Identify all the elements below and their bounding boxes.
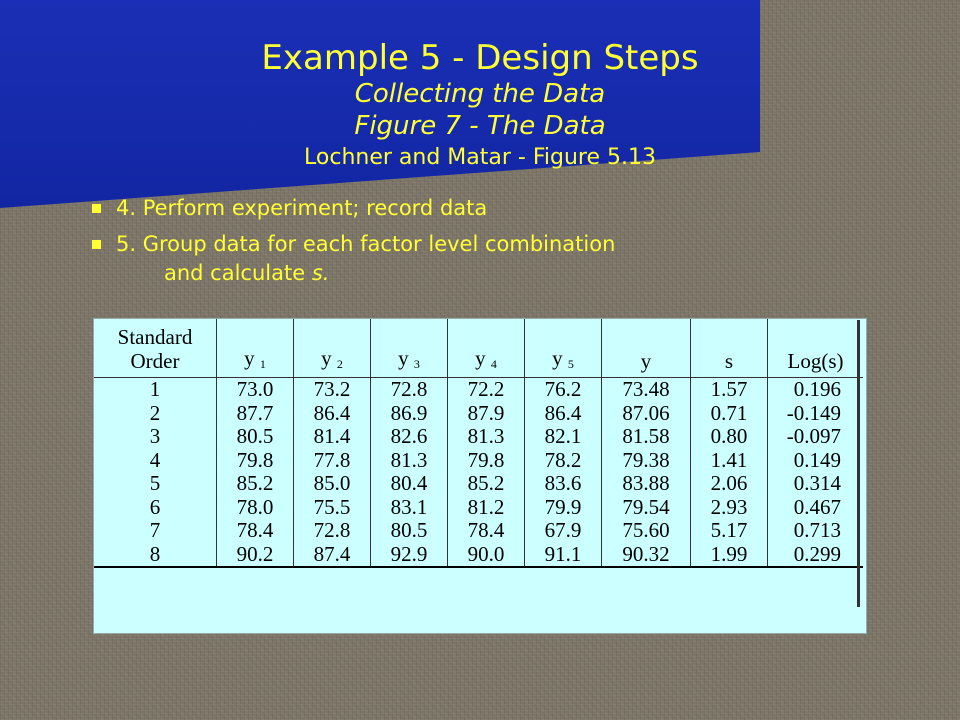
slide-subtitle-1: Collecting the Data	[354, 79, 606, 109]
table-cell: 78.4	[217, 519, 294, 543]
table-row	[94, 472, 863, 496]
table-cell: -0.097	[786, 424, 841, 449]
table-cell: 83.6	[525, 472, 602, 496]
bullet-list	[86, 194, 726, 295]
table-cell: 90.0	[448, 543, 525, 568]
table-cell: 87.7	[217, 402, 294, 426]
table-cell: 78.0	[217, 496, 294, 520]
bullet-continuation: and calculate s.	[164, 261, 330, 285]
table-cell: 76.2	[525, 378, 602, 402]
table-cell: 0.80	[691, 425, 768, 449]
table-cell: 87.4	[294, 543, 371, 568]
table-cell: 1.57	[691, 378, 768, 402]
table-cell: 79.54	[602, 496, 691, 520]
table-cell: 91.1	[525, 543, 602, 568]
table-cell: 86.9	[371, 402, 448, 426]
table-cell: 85.2	[448, 472, 525, 496]
table-cell: 75.5	[294, 496, 371, 520]
table-cell: 4	[94, 449, 217, 473]
bullet-text: 4. Perform experiment; record data	[116, 196, 488, 220]
table-row	[94, 496, 863, 520]
table-cell: 1.99	[691, 543, 768, 568]
table-cell: 72.2	[448, 378, 525, 402]
table-row	[94, 449, 863, 473]
table-cell: 81.2	[448, 496, 525, 520]
table-cell: 79.38	[602, 449, 691, 473]
header-ybar: y	[602, 319, 691, 378]
table-cell: 73.0	[217, 378, 294, 402]
table-cell: 2.06	[691, 472, 768, 496]
table-cell: 81.3	[448, 425, 525, 449]
table-cell: 2	[94, 402, 217, 426]
square-bullet-icon	[92, 204, 101, 213]
bullet-item	[86, 230, 726, 288]
table-cell: 0.467	[793, 494, 841, 519]
header-log-s: Log(s)	[768, 319, 864, 378]
table-cell: 90.32	[602, 543, 691, 568]
slide-source: Lochner and Matar - Figure 5.13	[304, 145, 656, 170]
header-standard-order: Standard Order	[94, 319, 217, 378]
table-cell: 5.17	[691, 519, 768, 543]
s-symbol: s.	[311, 261, 330, 285]
table-cell: 87.9	[448, 402, 525, 426]
table-cell: 82.6	[371, 425, 448, 449]
table-cell: 80.4	[371, 472, 448, 496]
table-cell: 0.149	[793, 447, 841, 472]
table-row	[94, 378, 863, 402]
table-cell: 73.48	[602, 378, 691, 402]
table-right-border	[857, 320, 860, 607]
table-cell: 0.196	[793, 377, 841, 402]
table-cell: 79.8	[217, 449, 294, 473]
table-cell: 7	[94, 519, 217, 543]
table-cell: 6	[94, 496, 217, 520]
table-body	[94, 378, 863, 568]
table-cell: 2.93	[691, 496, 768, 520]
header-y5: y $_5$	[525, 319, 602, 378]
title-block	[190, 38, 770, 172]
data-table	[94, 319, 863, 568]
table-cell: 80.5	[371, 519, 448, 543]
table-header-row	[94, 319, 863, 378]
table-row	[94, 425, 863, 449]
table-cell: 0.299	[768, 543, 864, 568]
table-cell: 85.0	[294, 472, 371, 496]
square-bullet-icon	[92, 240, 101, 249]
table-cell: 1	[94, 378, 217, 402]
header-s: s	[691, 319, 768, 378]
table-cell: 86.4	[294, 402, 371, 426]
table-cell: 82.1	[525, 425, 602, 449]
table-cell: 72.8	[294, 519, 371, 543]
table-cell: 85.2	[217, 472, 294, 496]
slide-subtitle-2: Figure 7 - The Data	[354, 111, 606, 141]
table-cell: 90.2	[217, 543, 294, 568]
slide-title: Example 5 - Design Steps	[261, 38, 699, 78]
table-row	[94, 402, 863, 426]
table-cell: 83.88	[602, 472, 691, 496]
header-y1: y $_1$	[217, 319, 294, 378]
table-cell: 80.5	[217, 425, 294, 449]
data-table-panel	[93, 318, 867, 634]
table-cell: 75.60	[602, 519, 691, 543]
table-row	[94, 519, 863, 543]
table-cell: 8	[94, 543, 217, 568]
table-cell: 79.8	[448, 449, 525, 473]
table-cell: 78.4	[448, 519, 525, 543]
table-cell: 0.314	[793, 471, 841, 496]
table-cell: 81.3	[371, 449, 448, 473]
table-row	[94, 543, 863, 568]
header-y4: y $_4$	[448, 319, 525, 378]
table-cell: 0.713	[793, 518, 841, 543]
bullet-item	[86, 194, 726, 223]
table-cell: 67.9	[525, 519, 602, 543]
table-cell: 3	[94, 425, 217, 449]
table-cell: 5	[94, 472, 217, 496]
table-cell: 92.9	[371, 543, 448, 568]
table-cell: 77.8	[294, 449, 371, 473]
table-cell: 73.2	[294, 378, 371, 402]
table-cell: 81.58	[602, 425, 691, 449]
table-cell: 72.8	[371, 378, 448, 402]
table-cell: 79.9	[525, 496, 602, 520]
bullet-text: 5. Group data for each factor level combination	[116, 232, 616, 256]
header-y3: y $_3$	[371, 319, 448, 378]
table-cell: -0.149	[786, 400, 841, 425]
header-y2: y $_2$	[294, 319, 371, 378]
table-cell: 83.1	[371, 496, 448, 520]
table-cell: 87.06	[602, 402, 691, 426]
table-cell: 78.2	[525, 449, 602, 473]
table-cell: 86.4	[525, 402, 602, 426]
table-cell: 0.71	[691, 402, 768, 426]
table-cell: 1.41	[691, 449, 768, 473]
table-cell: 81.4	[294, 425, 371, 449]
